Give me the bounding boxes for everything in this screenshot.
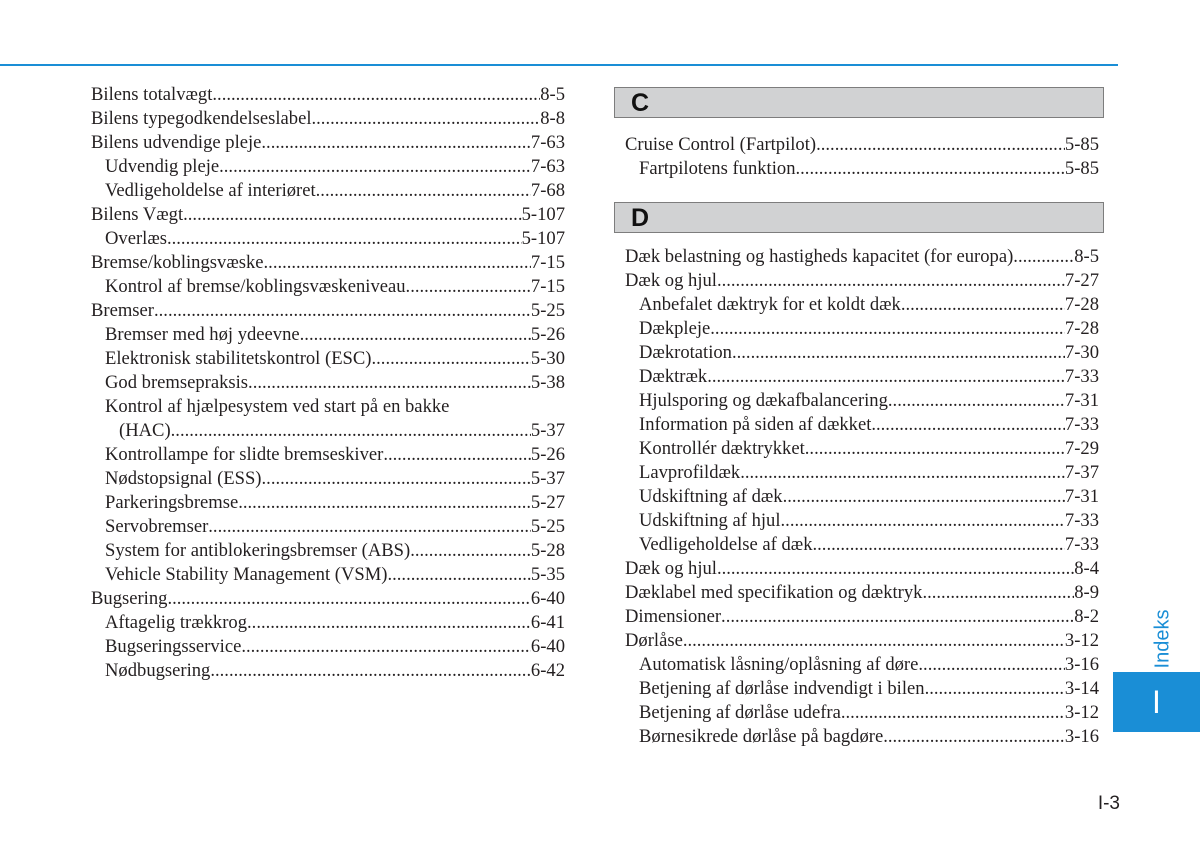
- entry-page: 7-29: [1064, 438, 1099, 459]
- entry-page: 5-85: [1064, 158, 1099, 179]
- entry-term: Bugsering: [91, 588, 168, 609]
- dot-leader: [925, 677, 1065, 701]
- entry-page: 8-5: [540, 84, 565, 105]
- dot-leader: [888, 389, 1065, 413]
- entry-page: 3-14: [1064, 678, 1099, 699]
- dot-leader: [262, 467, 531, 491]
- entry-term: Nødstopsignal (ESS): [105, 468, 262, 489]
- index-entry: [91, 299, 565, 323]
- dot-leader: [154, 299, 531, 323]
- dot-leader: [796, 157, 1065, 181]
- dot-leader: [383, 443, 531, 467]
- dot-leader: [261, 131, 531, 155]
- index-entry: [91, 611, 565, 635]
- entry-page: 5-38: [530, 372, 565, 393]
- entry-term: Dæk og hjul: [625, 558, 717, 579]
- dot-leader: [841, 701, 1065, 725]
- index-entry: [625, 133, 1099, 157]
- entry-term: Bilens totalvægt: [91, 84, 213, 105]
- dot-leader: [247, 611, 531, 635]
- entry-term: Elektronisk stabilitetskontrol (ESC): [105, 348, 372, 369]
- entry-term: Dækrotation: [639, 342, 732, 363]
- index-entry: [625, 605, 1099, 629]
- entry-page: 6-42: [530, 660, 565, 681]
- entry-page: 3-16: [1064, 654, 1099, 675]
- entry-page: 6-41: [530, 612, 565, 633]
- dot-leader: [300, 323, 531, 347]
- index-entry: [625, 461, 1099, 485]
- entry-term: Udskiftning af hjul: [639, 510, 781, 531]
- entry-term: Dækpleje: [639, 318, 711, 339]
- entry-page: 8-2: [1074, 606, 1099, 627]
- dot-leader: [918, 653, 1065, 677]
- dot-leader: [212, 83, 540, 107]
- entry-page: 5-26: [530, 444, 565, 465]
- entry-page: 6-40: [530, 588, 565, 609]
- index-entry: [91, 587, 565, 611]
- entry-term: Servobremser: [105, 516, 209, 537]
- entry-page: 7-37: [1064, 462, 1099, 483]
- index-entry: [625, 293, 1099, 317]
- entry-term: Betjening af dørlåse udefra: [639, 702, 841, 723]
- index-entry: [91, 107, 565, 131]
- entry-page: 5-26: [530, 324, 565, 345]
- index-entry: [625, 485, 1099, 509]
- entry-term: Anbefalet dæktryk for et koldt dæk: [639, 294, 901, 315]
- dot-leader: [783, 485, 1065, 509]
- entry-page: 7-28: [1064, 294, 1099, 315]
- index-entry: [625, 317, 1099, 341]
- entry-page: 5-107: [521, 204, 565, 225]
- index-entry: [625, 701, 1099, 725]
- entry-page: 7-63: [530, 156, 565, 177]
- dot-leader: [387, 563, 530, 587]
- entry-term: Information på siden af dækket: [639, 414, 872, 435]
- entry-page: 5-30: [530, 348, 565, 369]
- entry-term: Cruise Control (Fartpilot): [625, 134, 817, 155]
- index-entry: [625, 677, 1099, 701]
- dot-leader: [406, 275, 531, 299]
- section-header-d: [614, 202, 1104, 233]
- index-entry: [625, 269, 1099, 293]
- entry-term: Kontrollér dæktrykket: [639, 438, 805, 459]
- entry-page: 5-37: [530, 468, 565, 489]
- entry-page: 7-15: [530, 276, 565, 297]
- index-entry: [625, 437, 1099, 461]
- index-entry: [91, 155, 565, 179]
- dot-leader: [732, 341, 1065, 365]
- dot-leader: [372, 347, 531, 371]
- dot-leader: [721, 605, 1074, 629]
- index-entry: [625, 509, 1099, 533]
- dot-leader: [167, 227, 522, 251]
- entry-term: Nødbugsering: [105, 660, 211, 681]
- index-entry: [625, 629, 1099, 653]
- entry-term: Dæklabel med specifikation og dæktryk: [625, 582, 923, 603]
- entry-term: Vedligeholdelse af interiøret: [105, 180, 316, 201]
- entry-page: 7-15: [530, 252, 565, 273]
- index-entry: [91, 659, 565, 683]
- index-entry: [91, 323, 565, 347]
- entry-term: Parkeringsbremse: [105, 492, 239, 513]
- entry-page: 7-27: [1064, 270, 1099, 291]
- dot-leader: [901, 293, 1065, 317]
- entry-page: 5-37: [530, 420, 565, 441]
- index-entry: [91, 203, 565, 227]
- entry-page: 7-33: [1064, 414, 1099, 435]
- index-entry: [91, 371, 565, 395]
- dot-leader: [717, 557, 1074, 581]
- entry-page: 3-12: [1064, 630, 1099, 651]
- index-entry: [91, 467, 565, 491]
- index-entry: [91, 347, 565, 371]
- dot-leader: [707, 365, 1065, 389]
- entry-term: Kontrollampe for slidte bremseskiver: [105, 444, 384, 465]
- index-entry: [625, 413, 1099, 437]
- dot-leader: [410, 539, 531, 563]
- dot-leader: [167, 587, 530, 611]
- dot-leader: [1013, 245, 1074, 269]
- entry-page: 7-31: [1064, 390, 1099, 411]
- index-entry: [91, 179, 565, 203]
- entry-page: 7-33: [1064, 366, 1099, 387]
- entry-page: 5-107: [521, 228, 565, 249]
- entry-page: 7-68: [530, 180, 565, 201]
- entry-term: Bremse/koblingsvæske: [91, 252, 264, 273]
- dot-leader: [717, 269, 1065, 293]
- index-entry: [91, 227, 565, 251]
- index-entry: [91, 131, 565, 155]
- section-letter: C: [631, 89, 650, 117]
- dot-leader: [813, 533, 1065, 557]
- entry-page: 5-25: [530, 300, 565, 321]
- entry-term: Aftagelig trækkrog: [105, 612, 248, 633]
- index-entry: [91, 251, 565, 275]
- index-entry: [91, 539, 565, 563]
- dot-leader: [883, 725, 1065, 749]
- entry-page: 3-12: [1064, 702, 1099, 723]
- index-entry: [91, 515, 565, 539]
- entry-term: Lavprofildæk: [639, 462, 741, 483]
- index-entry: [91, 491, 565, 515]
- index-entry: [625, 653, 1099, 677]
- index-entry: [91, 443, 565, 467]
- entry-term: Automatisk låsning/oplåsning af døre: [639, 654, 919, 675]
- entry-term: Betjening af dørlåse indvendigt i bilen: [639, 678, 925, 699]
- entry-term: Bremser med høj ydeevne: [105, 324, 300, 345]
- entry-page: 7-28: [1064, 318, 1099, 339]
- entry-term: Udskiftning af dæk: [639, 486, 783, 507]
- entry-page: 7-33: [1064, 534, 1099, 555]
- entry-term: Børnesikrede dørlåse på bagdøre: [639, 726, 884, 747]
- entry-term: Bilens Vægt: [91, 204, 184, 225]
- dot-leader: [316, 179, 531, 203]
- entry-page: 8-8: [540, 108, 565, 129]
- dot-leader: [312, 107, 541, 131]
- header-rule: [0, 64, 1118, 66]
- index-entry: [625, 533, 1099, 557]
- entry-page: 5-28: [530, 540, 565, 561]
- entry-term: Bremser: [91, 300, 154, 321]
- entry-term: Fartpilotens funktion: [639, 158, 796, 179]
- section-letter: D: [631, 204, 650, 232]
- dot-leader: [210, 659, 531, 683]
- entry-term: System for antiblokeringsbremser (ABS): [105, 540, 411, 561]
- entry-page: 8-9: [1074, 582, 1099, 603]
- entry-term: Bilens udvendige pleje: [91, 132, 262, 153]
- index-entry: [625, 157, 1099, 181]
- index-column-left: [91, 83, 565, 683]
- index-section-c: [625, 133, 1099, 181]
- dot-leader: [171, 419, 531, 443]
- dot-leader: [781, 509, 1065, 533]
- dot-leader: [740, 461, 1065, 485]
- dot-leader: [922, 581, 1074, 605]
- entry-page: 5-35: [530, 564, 565, 585]
- index-entry: [625, 365, 1099, 389]
- entry-page: 7-63: [530, 132, 565, 153]
- entry-term: Dørlåse: [625, 630, 683, 651]
- entry-term: Vehicle Stability Management (VSM): [105, 564, 388, 585]
- index-entry: [91, 419, 565, 443]
- entry-page: 7-30: [1064, 342, 1099, 363]
- side-tab-label: Indeks: [1151, 609, 1174, 669]
- entry-page: 5-27: [530, 492, 565, 513]
- index-entry: [625, 341, 1099, 365]
- entry-page: 5-85: [1064, 134, 1099, 155]
- entry-page: 8-4: [1074, 558, 1099, 579]
- index-entry: [625, 389, 1099, 413]
- entry-term: Overlæs: [105, 228, 167, 249]
- index-entry: [91, 83, 565, 107]
- section-header-c: [614, 87, 1104, 118]
- index-entry: [91, 635, 565, 659]
- index-entry: [625, 245, 1099, 269]
- index-entry: [91, 275, 565, 299]
- entry-term: Bilens typegodkendelseslabel: [91, 108, 312, 129]
- entry-term: Kontrol af hjælpesystem ved start på en bakke: [105, 396, 450, 417]
- dot-leader: [238, 491, 531, 515]
- entry-term: Dæktræk: [639, 366, 708, 387]
- entry-term: Dæk og hjul: [625, 270, 717, 291]
- dot-leader: [248, 371, 531, 395]
- index-entry: [625, 557, 1099, 581]
- entry-term: Udvendig pleje: [105, 156, 220, 177]
- dot-leader: [683, 629, 1065, 653]
- entry-page: 7-33: [1064, 510, 1099, 531]
- entry-term: (HAC): [119, 420, 171, 441]
- entry-term: God bremsepraksis: [105, 372, 249, 393]
- entry-page: 5-25: [530, 516, 565, 537]
- index-entry: [91, 563, 565, 587]
- entry-page: 3-16: [1064, 726, 1099, 747]
- index-section-d: [625, 245, 1099, 749]
- page-number: I-3: [1097, 793, 1120, 814]
- dot-leader: [208, 515, 531, 539]
- entry-page: 8-5: [1074, 246, 1099, 267]
- dot-leader: [241, 635, 531, 659]
- dot-leader: [219, 155, 531, 179]
- entry-term: Bugseringsservice: [105, 636, 242, 657]
- entry-term: Dæk belastning og hastigheds kapacitet (for europa): [625, 246, 1014, 267]
- side-tab-letter: I: [1113, 672, 1200, 732]
- dot-leader: [710, 317, 1065, 341]
- entry-term: Vedligeholdelse af dæk: [639, 534, 813, 555]
- entry-term: Dimensioner: [625, 606, 722, 627]
- entry-term: Hjulsporing og dækafbalancering: [639, 390, 888, 411]
- dot-leader: [264, 251, 531, 275]
- index-entry: [625, 725, 1099, 749]
- dot-leader: [805, 437, 1065, 461]
- dot-leader: [816, 133, 1065, 157]
- entry-page: 6-40: [530, 636, 565, 657]
- entry-page: 7-31: [1064, 486, 1099, 507]
- index-entry: [625, 581, 1099, 605]
- dot-leader: [871, 413, 1065, 437]
- entry-term: Kontrol af bremse/koblingsvæskeniveau: [105, 276, 406, 297]
- index-entry: [91, 395, 565, 419]
- dot-leader: [183, 203, 521, 227]
